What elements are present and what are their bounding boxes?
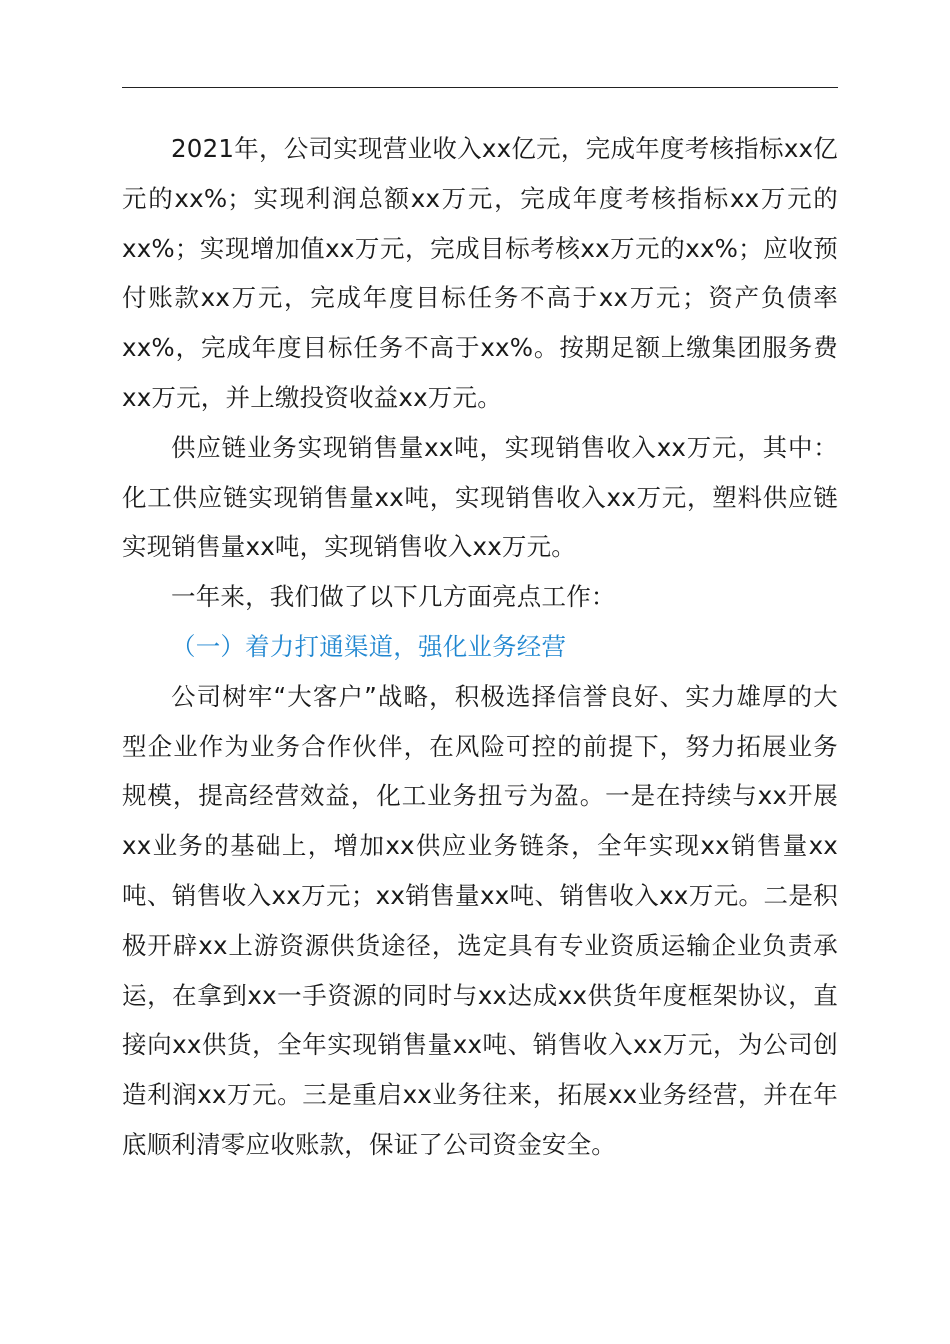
paragraph-supply-chain: 供应链业务实现销售量xx吨，实现销售收入xx万元，其中：化工供应链实现销售量xx吨，实现销售收入xx万元，塑料供应链实现销售量xx吨，实现销售收入xx万元。 [122,432,838,562]
header-rule [122,87,838,88]
paragraph-highlights-intro: 一年来，我们做了以下几方面亮点工作： [171,582,616,612]
section-heading-1: （一）着力打通渠道，强化业务经营 [171,631,567,661]
document-body [122,124,838,1170]
paragraph-big-customer-strategy: 公司树牢“大客户”战略，积极选择信誉良好、实力雄厚的大型企业作为业务合作伙伴，在风险可控的前提下，努力拓展业务规模，提高经营效益，化工业务扭亏为盈。一是在持续与xx开展xx业务的基础上，增加xx供应业务链条，全年实现xx销售量xx吨、销售收入xx万元；xx销售量xx吨、销售收入xx万元。二是积极开辟xx上游资源供货途径，选定具有专业资质运输企业负责承运，在拿到xx一手资源的同时与xx达成xx供货年度框架协议，直接向xx供货，全年实现销售量xx吨、销售收入xx万元，为公司创造利润xx万元。三是重启xx业务往来，拓展xx业务经营，并在年底顺利清零应收账款，保证了公司资金安全。 [122,681,838,1159]
paragraph-financial-summary: 2021年，公司实现营业收入xx亿元，完成年度考核指标xx亿元的xx%；实现利润总额xx万元，完成年度考核指标xx万元的xx%；实现增加值xx万元，完成目标考核xx万元的xx%；应收预付账款xx万元，完成年度目标任务不高于xx万元；资产负债率xx%，完成年度目标任务不高于xx%。按期足额上缴集团服务费xx万元，并上缴投资收益xx万元。 [122,134,838,412]
